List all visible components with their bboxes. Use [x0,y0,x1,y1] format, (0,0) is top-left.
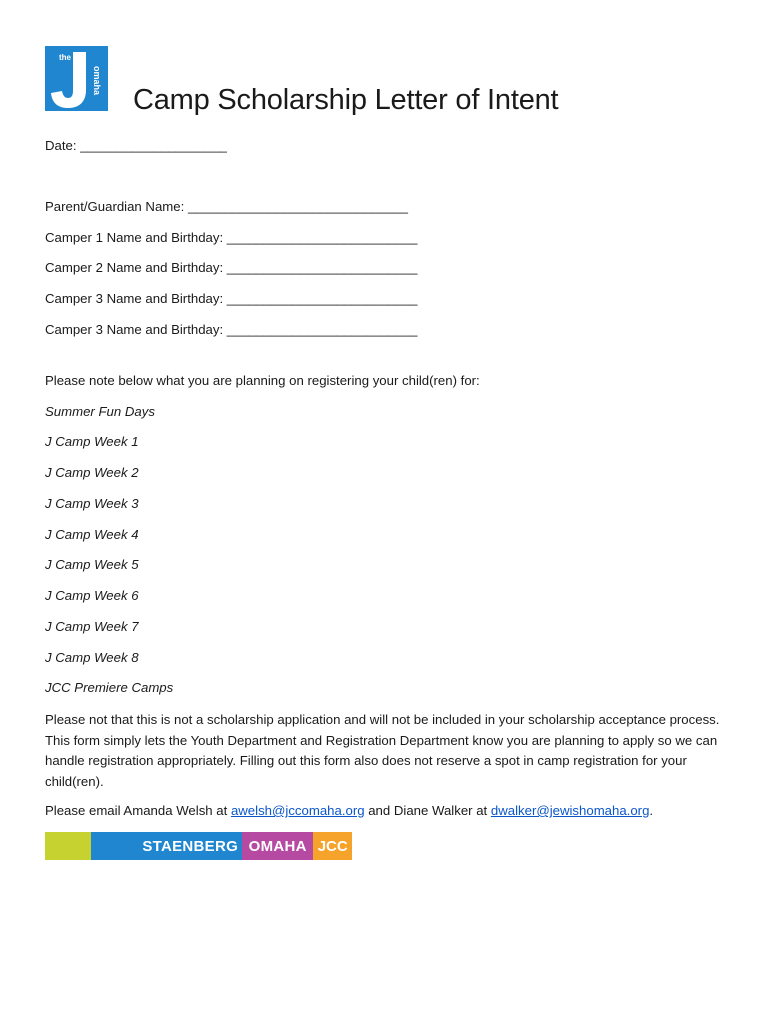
camper-2-blank[interactable]: __________________________ [226,260,418,275]
bar-lime-segment [45,832,91,860]
bar-staenberg-segment: STAENBERG [91,832,243,860]
guardian-name-field [45,199,408,214]
staenberg-omaha-jcc-bar [45,832,352,860]
camper-1-blank[interactable]: __________________________ [226,230,418,245]
camper-3b-field [45,322,418,337]
contact-middle: and Diane Walker at [364,803,491,818]
program-item: J Camp Week 8 [45,650,139,665]
notice-paragraph: Please not that this is not a scholarship application and will not be included in your scholarship acceptance process. This form simply lets the Youth Department and Registration Department know you are planning to apply so we can handle registration appropriately. Filling out this form also does not reserve a spot in camp registration for your child(ren). [45,712,720,789]
date-blank[interactable]: ____________________ [80,138,227,153]
guardian-name-blank[interactable]: ______________________________ [187,199,408,214]
email-link-dwalker[interactable]: dwalker@jewishomaha.org [490,803,650,818]
camper-3b-blank[interactable]: __________________________ [226,322,418,337]
the-j-omaha-logo [45,46,108,111]
camper-2-field [45,260,418,275]
logo-text-omaha: omaha [92,66,102,96]
program-item: J Camp Week 1 [45,434,139,449]
email-link-awelsh[interactable]: awelsh@jccomaha.org [230,803,365,818]
contact-suffix: . [649,803,654,818]
bar-omaha-segment: OMAHA [242,832,313,860]
camper-2-label: Camper 2 Name and Birthday: [45,260,224,275]
logo-text-the: the [59,53,71,62]
bar-jcc-segment: JCC [313,832,352,860]
date-field [45,138,227,153]
program-item: Summer Fun Days [45,404,155,419]
camper-3-blank[interactable]: __________________________ [226,291,418,306]
guardian-name-label: Parent/Guardian Name: [45,199,185,214]
program-item: J Camp Week 3 [45,496,139,511]
page-title: Camp Scholarship Letter of Intent [133,84,559,116]
camper-3b-label: Camper 3 Name and Birthday: [45,322,224,337]
contact-line [45,803,653,818]
camper-3-field [45,291,418,306]
program-item: J Camp Week 6 [45,588,139,603]
programs-intro: Please note below what you are planning on registering your child(ren) for: [45,373,480,388]
camper-1-field [45,230,418,245]
date-label: Date: [45,138,77,153]
program-item: J Camp Week 5 [45,557,139,572]
program-item: J Camp Week 7 [45,619,139,634]
camper-3-label: Camper 3 Name and Birthday: [45,291,224,306]
contact-prefix: Please email Amanda Welsh at [45,803,231,818]
camper-1-label: Camper 1 Name and Birthday: [45,230,224,245]
program-item: J Camp Week 2 [45,465,139,480]
program-item: J Camp Week 4 [45,527,139,542]
program-item: JCC Premiere Camps [45,680,174,695]
